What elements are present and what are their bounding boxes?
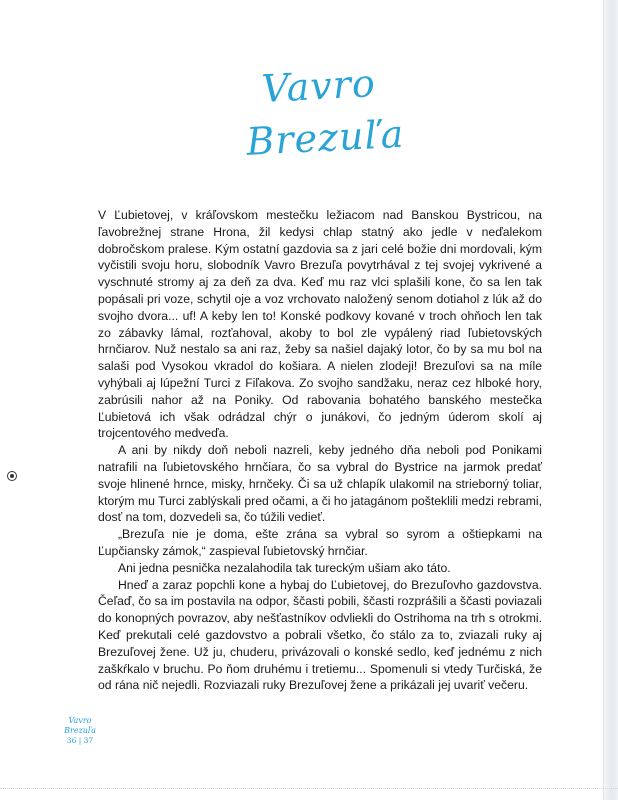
paragraph-4: Ani jedna pesnička nezalahodila tak tureckým ušiam ako táto.	[118, 560, 451, 575]
paragraph-1: V Ľubietovej, v kráľovskom mestečku ležiacom nad Banskou Bystricou, na ľavobrežnej strane Hrona, žil kedysi chlap statný ako jedle v neďalekom dobročskom pralese. Kým ostatní gazdovia sa z jari celé božie dni mordovali, kým vyčistili svoju horu, slobodník Vavro Brezuľa povytrhával z tej svojej vykrivené a vyschnuté stromy aj za deň za dva. Keď mu raz vlci splašili kone, čo sa len tak popásali pri voze, schytil oje a voz vrchovato naložený senom dotiahol z lúk až do svojho dvora... uf! A keby len to! Konské podkovy kované v troch ohňoch len tak zo zábavky lámal, rozťahoval, akoby to bol zle vypálený riad ľubietovských hrnčiarov. Nuž nestalo sa ani raz, žeby sa našiel dajaký lotor, čo by sa mu bol na salaši pod Vysokou vkradol do košiara. A nielen zlodeji! Brezuľovi sa na míle vyhýbali aj lúpežní Turci z Fiľakova. Zo svojho sandžaku, neraz cez hlboké hory, zabrúsili nahor až na Poniky. Od rabovania bohatého banského mestečka Ľubietová ich však odrádzal chýr o junákovi, čo jedným úderom skolí aj trojcentového medveďa.	[98, 208, 542, 441]
chapter-title-line2: Brezuľa	[245, 111, 406, 164]
paragraph-5: Hneď a zaraz popchli kone a hybaj do Ľubietovej, do Brezuľovho gazdovstva. Čeľaď, čo sa im postavila na odpor, ščasti pobili, ščasti rozprášili a ščasti poviazali do konopných povrazov, aby nešťastníkov odvliekli do Ostrihoma na trh s otrokmi. Keď prekutali celé gazdovstvo a pobrali všetko, čo stálo za to, zviazali ruky aj Brezuľovej žene. Už ju, chuderu, privázovali o konské sedlo, keď jednému z nich zaškŕkalo v bruchu. Po ňom druhému i tretiemu... Spomenuli si vtedy Turčiská, že od rána nič nejedli. Rozviazali ruky Brezuľovej žene a prikázali jej uvariť večeru.	[98, 577, 542, 693]
running-head-line1: Vavro	[68, 716, 92, 725]
footer-divider	[0, 788, 618, 790]
page-numbers: 36 | 37	[66, 736, 94, 745]
page-edge-shadow	[604, 0, 618, 800]
running-head-line2: Brezuľa	[64, 726, 96, 735]
paragraph-2: A ani by nikdy doň neboli nazreli, keby jedného dňa neboli pod Ponikami natrafili na ľubietovského hrnčiara, čo sa vybral do Bystrice na jarmok predať svoje hlinené hrnce, misky, hrnčeky. Či sa už chlapík ulakomil na strieborný toliar, ktorým mu Turci zablýskali pred očami, a či ho jatagánom pošteklili medzi rebrami, dosť na tom, dozvedeli sa, čo túžili vedieť.	[98, 443, 542, 525]
chapter-title-line1: Vavro	[260, 61, 377, 111]
paragraph-3: „Brezuľa nie je doma, ešte zrána sa vybral so syrom a oštiepkami na Ľupčiansky zámok,“ zaspieval ľubietovský hrnčiar.	[98, 527, 542, 558]
chapter-title	[207, 54, 432, 169]
story-text	[98, 207, 542, 694]
running-head	[60, 716, 100, 746]
registration-mark-icon	[7, 471, 17, 481]
